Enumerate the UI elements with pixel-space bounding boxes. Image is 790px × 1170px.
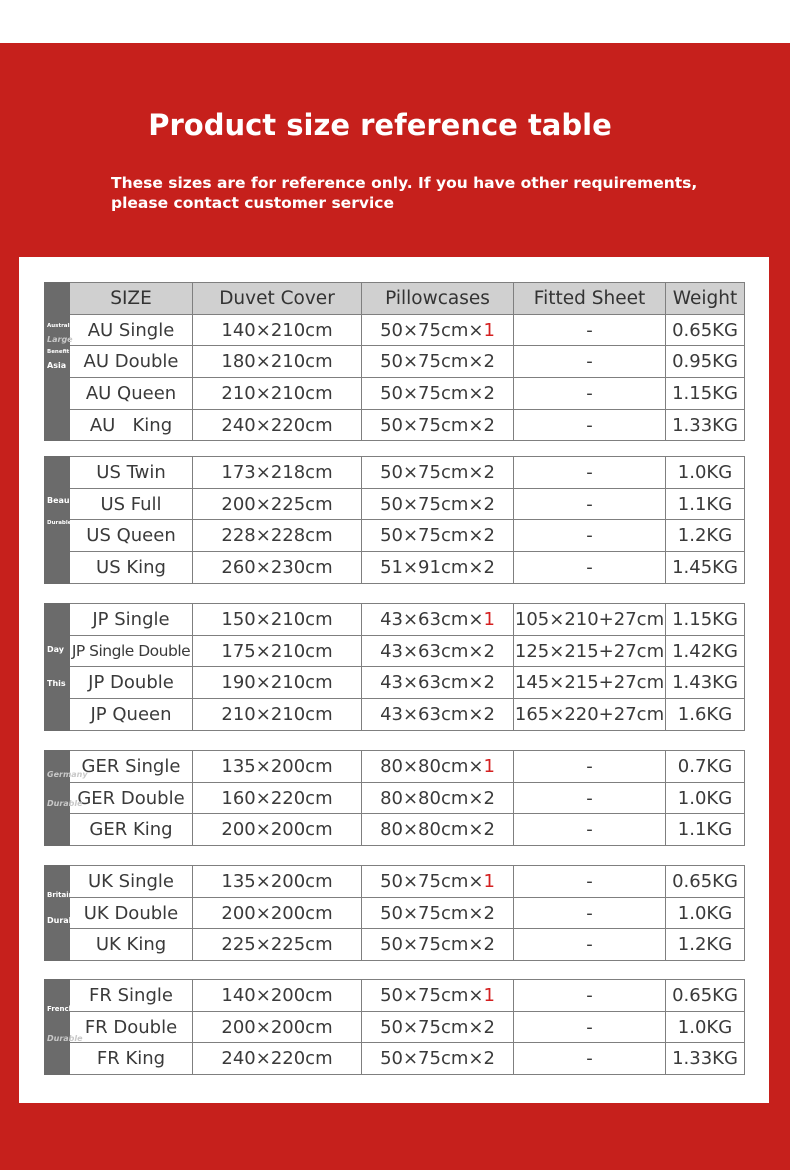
table-row [45, 378, 745, 410]
pillow-qty: 2 [483, 787, 495, 809]
pillow-qty: 2 [483, 819, 495, 841]
cell-pillow [362, 488, 514, 520]
cell-pillow [362, 520, 514, 552]
header-fitted-sheet: Fitted Sheet [514, 283, 666, 315]
cell-pillow [362, 604, 514, 636]
cell-pillow [362, 409, 514, 441]
cell-pillow [362, 866, 514, 898]
side-label: Durable [47, 520, 72, 526]
cell-duvet: 260×230cm [193, 552, 362, 584]
cell-size: US King [70, 552, 193, 584]
pillow-qty: 2 [483, 351, 495, 373]
cell-weight: 1.15KG [666, 378, 745, 410]
side-label: Australia [47, 322, 75, 329]
table-row [45, 457, 745, 489]
cell-pillow [362, 667, 514, 699]
subtitle-line-1: These sizes are for reference only. If you have other requirements, [111, 174, 698, 192]
pillow-qty: 2 [483, 556, 495, 578]
cell-pillow [362, 897, 514, 929]
pillow-size: 50×75cm× [380, 984, 484, 1006]
cell-fitted: - [514, 552, 666, 584]
pillow-size: 50×75cm× [380, 934, 484, 956]
cell-weight: 1.45KG [666, 552, 745, 584]
cell-size: UK Double [70, 897, 193, 929]
pillow-size: 50×75cm× [380, 461, 484, 483]
size-table-us [44, 456, 745, 584]
cell-pillow [362, 314, 514, 346]
cell-fitted: 165×220+27cm [514, 699, 666, 731]
pillow-qty: 2 [483, 1016, 495, 1038]
cell-pillow [362, 552, 514, 584]
pillow-size: 43×63cm× [380, 608, 484, 630]
table-row [45, 488, 745, 520]
cell-weight: 1.42KG [666, 635, 745, 667]
pillow-qty: 2 [483, 703, 495, 725]
cell-duvet: 173×218cm [193, 457, 362, 489]
cell-weight: 1.33KG [666, 409, 745, 441]
table-row [45, 782, 745, 814]
cell-weight: 1.0KG [666, 457, 745, 489]
cell-pillow [362, 751, 514, 783]
pillow-size: 51×91cm× [380, 556, 484, 578]
header-duvet-cover: Duvet Cover [193, 283, 362, 315]
side-label: Durable [47, 916, 83, 925]
cell-weight: 1.1KG [666, 814, 745, 846]
cell-duvet: 200×225cm [193, 488, 362, 520]
cell-fitted: - [514, 409, 666, 441]
cell-weight: 1.15KG [666, 604, 745, 636]
side-label: Germany [47, 770, 88, 779]
cell-weight: 0.95KG [666, 346, 745, 378]
pillow-qty: 2 [483, 672, 495, 694]
cell-duvet: 175×210cm [193, 635, 362, 667]
cell-size: FR Single [70, 980, 193, 1012]
table-row [45, 980, 745, 1012]
cell-duvet: 140×200cm [193, 980, 362, 1012]
table-row [45, 604, 745, 636]
cell-duvet: 210×210cm [193, 378, 362, 410]
cell-weight: 1.33KG [666, 1043, 745, 1075]
pillow-size: 50×75cm× [380, 870, 484, 892]
pillow-qty: 1 [483, 319, 495, 341]
cell-duvet: 150×210cm [193, 604, 362, 636]
page-title: Product size reference table [148, 108, 612, 142]
cell-pillow [362, 635, 514, 667]
cell-size: AU Double [70, 346, 193, 378]
cell-duvet: 210×210cm [193, 699, 362, 731]
cell-size: GER King [70, 814, 193, 846]
cell-pillow [362, 378, 514, 410]
table-row [45, 1011, 745, 1043]
table-row [45, 1043, 745, 1075]
cell-pillow [362, 814, 514, 846]
size-table-fr [44, 979, 745, 1075]
side-label-cell [45, 866, 83, 961]
cell-fitted: - [514, 488, 666, 520]
side-label: This [47, 679, 66, 688]
cell-weight: 0.65KG [666, 980, 745, 1012]
cell-pillow [362, 929, 514, 961]
pillow-qty: 2 [483, 382, 495, 404]
header-pillowcases: Pillowcases [362, 283, 514, 315]
cell-pillow [362, 346, 514, 378]
cell-duvet: 240×220cm [193, 409, 362, 441]
cell-size: JP Single [70, 604, 193, 636]
table-row [45, 346, 745, 378]
cell-fitted: - [514, 1011, 666, 1043]
cell-size: JP Double [70, 667, 193, 699]
cell-size: US Full [70, 488, 193, 520]
cell-duvet: 135×200cm [193, 751, 362, 783]
cell-weight: 1.0KG [666, 1011, 745, 1043]
side-label: Benefit [47, 348, 70, 355]
pillow-size: 50×75cm× [380, 1016, 484, 1038]
cell-size: US Queen [70, 520, 193, 552]
table-row [45, 814, 745, 846]
pillow-qty: 2 [483, 1048, 495, 1070]
cell-fitted: - [514, 346, 666, 378]
side-label: Day [47, 645, 65, 654]
cell-fitted: - [514, 378, 666, 410]
cell-fitted: - [514, 314, 666, 346]
cell-size: US Twin [70, 457, 193, 489]
pillow-size: 43×63cm× [380, 672, 484, 694]
cell-pillow [362, 1011, 514, 1043]
pillow-size: 43×63cm× [380, 640, 484, 662]
side-label-cell [45, 457, 70, 584]
cell-size: JP Single Double [70, 635, 193, 667]
side-label-cell [45, 751, 88, 846]
pillow-size: 80×80cm× [380, 787, 484, 809]
cell-duvet: 135×200cm [193, 866, 362, 898]
cell-fitted: - [514, 866, 666, 898]
cell-weight: 1.1KG [666, 488, 745, 520]
cell-fitted: - [514, 751, 666, 783]
cell-duvet: 240×220cm [193, 1043, 362, 1075]
cell-duvet: 228×228cm [193, 520, 362, 552]
cell-fitted: - [514, 897, 666, 929]
pillow-qty: 1 [483, 608, 495, 630]
cell-duvet: 190×210cm [193, 667, 362, 699]
pillow-size: 50×75cm× [380, 414, 484, 436]
cell-weight: 1.2KG [666, 929, 745, 961]
pillow-size: 50×75cm× [380, 319, 484, 341]
cell-weight: 1.2KG [666, 520, 745, 552]
side-label: Asia [47, 360, 67, 370]
cell-size: AU King [70, 409, 193, 441]
pillow-qty: 1 [483, 870, 495, 892]
pillow-qty: 2 [483, 414, 495, 436]
cell-fitted: 145×215+27cm [514, 667, 666, 699]
size-table-au [44, 282, 745, 441]
pillow-qty: 2 [483, 902, 495, 924]
pillow-size: 50×75cm× [380, 493, 484, 515]
cell-duvet: 140×210cm [193, 314, 362, 346]
pillow-qty: 1 [483, 755, 495, 777]
cell-weight: 1.43KG [666, 667, 745, 699]
table-row [45, 897, 745, 929]
cell-fitted: 125×215+27cm [514, 635, 666, 667]
cell-duvet: 200×200cm [193, 1011, 362, 1043]
cell-duvet: 160×220cm [193, 782, 362, 814]
pillow-size: 80×80cm× [380, 819, 484, 841]
cell-duvet: 225×225cm [193, 929, 362, 961]
size-table-ger [44, 750, 745, 846]
table-row [45, 314, 745, 346]
side-label: Beau [47, 496, 70, 505]
cell-fitted: - [514, 457, 666, 489]
pillow-size: 80×80cm× [380, 755, 484, 777]
side-label: Durable [47, 799, 83, 808]
table-row [45, 409, 745, 441]
cell-duvet: 180×210cm [193, 346, 362, 378]
size-table-jp [44, 603, 745, 731]
page-subtitle [111, 173, 711, 213]
cell-pillow [362, 699, 514, 731]
table-row [45, 552, 745, 584]
side-label: Large [47, 334, 73, 344]
table-row [45, 667, 745, 699]
pillow-size: 50×75cm× [380, 902, 484, 924]
pillow-qty: 1 [483, 984, 495, 1006]
pillow-size: 50×75cm× [380, 351, 484, 373]
side-label-cell [45, 314, 75, 441]
pillow-size: 50×75cm× [380, 525, 484, 547]
header-size: SIZE [70, 283, 193, 315]
cell-pillow [362, 457, 514, 489]
side-label: French [47, 1005, 74, 1013]
pillow-qty: 2 [483, 493, 495, 515]
pillow-size: 43×63cm× [380, 703, 484, 725]
cell-weight: 1.0KG [666, 782, 745, 814]
cell-size: JP Queen [70, 699, 193, 731]
cell-weight: 0.7KG [666, 751, 745, 783]
pillow-size: 50×75cm× [380, 1048, 484, 1070]
cell-pillow [362, 980, 514, 1012]
cell-fitted: - [514, 520, 666, 552]
cell-duvet: 200×200cm [193, 814, 362, 846]
table-row [45, 751, 745, 783]
cell-pillow [362, 782, 514, 814]
pillow-qty: 2 [483, 934, 495, 956]
side-label-cell [45, 980, 83, 1075]
cell-fitted: - [514, 929, 666, 961]
cell-size: AU Queen [70, 378, 193, 410]
header-side-cell [45, 283, 70, 315]
cell-size: FR Double [70, 1011, 193, 1043]
cell-pillow [362, 1043, 514, 1075]
cell-duvet: 200×200cm [193, 897, 362, 929]
cell-weight: 0.65KG [666, 314, 745, 346]
table-header-row [45, 283, 745, 315]
table-row [45, 520, 745, 552]
header-weight: Weight [666, 283, 745, 315]
cell-fitted: - [514, 1043, 666, 1075]
cell-weight: 1.6KG [666, 699, 745, 731]
cell-weight: 0.65KG [666, 866, 745, 898]
pillow-size: 50×75cm× [380, 382, 484, 404]
pillow-qty: 2 [483, 525, 495, 547]
pillow-qty: 2 [483, 461, 495, 483]
side-label-cell [45, 604, 70, 731]
table-row [45, 635, 745, 667]
table-row [45, 929, 745, 961]
subtitle-line-2: please contact customer service [111, 194, 394, 212]
pillow-qty: 2 [483, 640, 495, 662]
cell-size: GER Single [70, 751, 193, 783]
cell-size: FR King [70, 1043, 193, 1075]
cell-size: AU Single [70, 314, 193, 346]
table-row [45, 866, 745, 898]
side-label: Durable [47, 1034, 83, 1043]
cell-size: UK King [70, 929, 193, 961]
cell-fitted: - [514, 980, 666, 1012]
cell-fitted: - [514, 782, 666, 814]
table-row [45, 699, 745, 731]
cell-weight: 1.0KG [666, 897, 745, 929]
side-label: Britain [47, 891, 74, 899]
cell-fitted: 105×210+27cm [514, 604, 666, 636]
cell-size: UK Single [70, 866, 193, 898]
cell-fitted: - [514, 814, 666, 846]
size-table-uk [44, 865, 745, 961]
cell-size: GER Double [70, 782, 193, 814]
